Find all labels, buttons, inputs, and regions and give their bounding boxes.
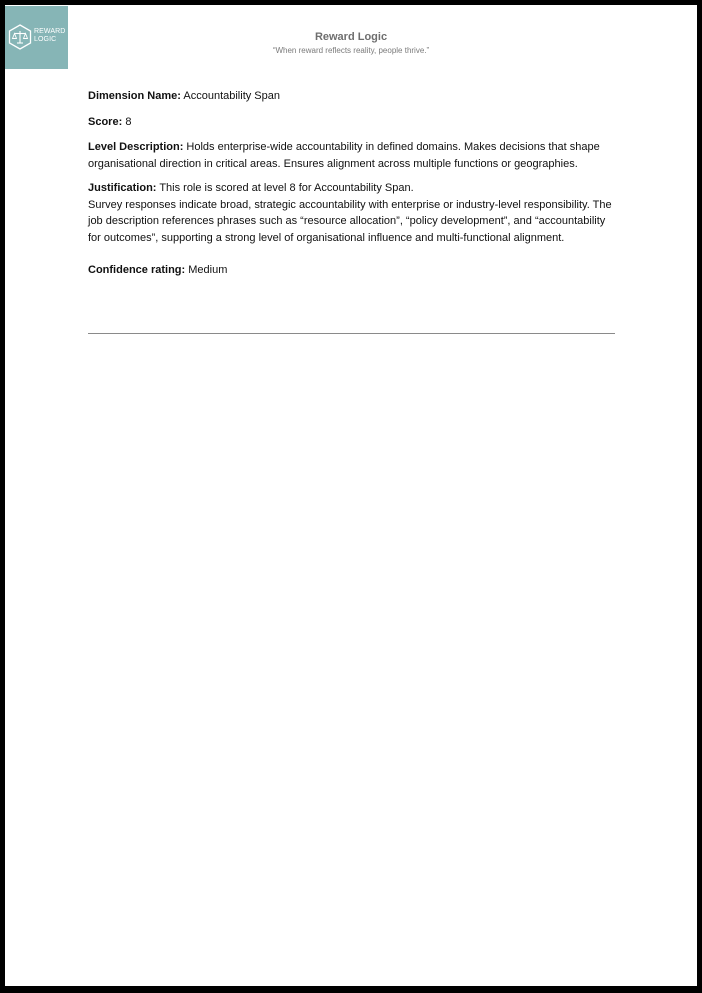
- brand-title: Reward Logic: [314, 31, 388, 43]
- justification-value: This role is scored at level 8 for Accountability Span.: [159, 182, 414, 194]
- dimension-report: [88, 88, 618, 279]
- justification-label: Justification:: [88, 182, 157, 194]
- level-description-label: Level Description:: [88, 141, 184, 153]
- level-description-value: Holds enterprise-wide accountability in defined domains. Makes decisions that shape organisational direction in critical areas. Ensures alignment across multiple functions or geographies.: [88, 141, 600, 170]
- justification-summary: [88, 180, 618, 197]
- justification-field: [88, 180, 618, 246]
- score-label: Score:: [88, 115, 123, 128]
- dimension-name-value: Accountability Span: [183, 90, 280, 102]
- logo-line-1: REWARD: [34, 28, 66, 35]
- justification-detail: Survey responses indicate broad, strategic accountability with enterprise or industry-level responsibility. The job description references phrases such as “resource allocation”, “policy development”, and “accountability for outcomes”, supporting a strong level of organisational influence and multi-functional alignment.: [88, 198, 612, 244]
- confidence-rating-field: [88, 262, 618, 279]
- level-description-field: [88, 139, 618, 172]
- confidence-rating-value: Medium: [188, 264, 228, 276]
- section-divider: [88, 333, 615, 334]
- page-header: [5, 30, 697, 57]
- brand-tagline: “When reward reflects reality, people thrive.”: [272, 46, 430, 55]
- dimension-name-field: [88, 88, 618, 105]
- dimension-name-label: Dimension Name:: [88, 90, 181, 102]
- document-page: [5, 5, 697, 986]
- logo-line-2: LOGIC: [34, 36, 57, 43]
- confidence-rating-label: Confidence rating:: [88, 264, 186, 276]
- score-value: 8: [125, 115, 132, 128]
- score-field: [88, 114, 618, 131]
